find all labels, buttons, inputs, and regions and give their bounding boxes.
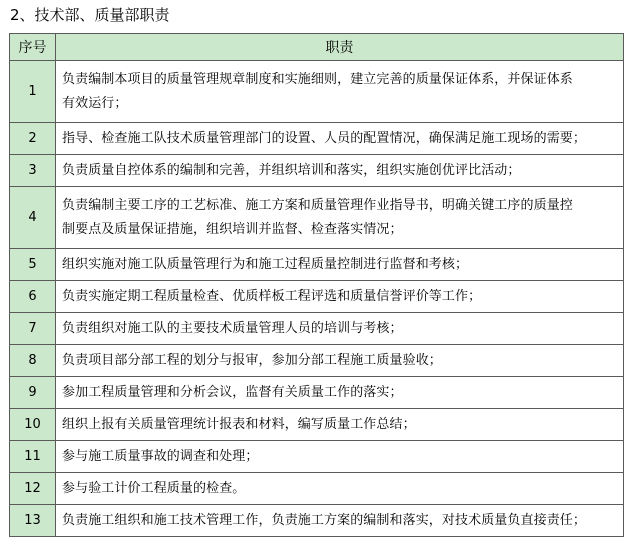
duty-line: 负责编制本项目的质量管理规章制度和实施细则，建立完善的质量保证体系，并保证体系 — [62, 71, 573, 87]
row-number: 3 — [10, 155, 56, 187]
row-number: 1 — [10, 61, 56, 123]
row-duty — [56, 345, 624, 377]
duty-line: 负责编制主要工序的工艺标准、施工方案和质量管理作业指导书，明确关键工序的质量控 — [62, 197, 573, 213]
row-duty — [56, 187, 624, 249]
duty-line: 制要点及质量保证措施，组织培训并监督、检查落实情况； — [62, 221, 403, 237]
duty-line: 组织实施对施工队质量管理行为和施工过程质量控制进行监督和考核； — [62, 256, 469, 272]
row-number: 11 — [10, 441, 56, 473]
row-number: 6 — [10, 281, 56, 313]
duty-line: 有效运行； — [62, 95, 128, 111]
row-number: 7 — [10, 313, 56, 345]
table-row — [10, 377, 624, 409]
duty-line: 负责实施定期工程质量检查、优质样板工程评选和质量信誉评价等工作； — [62, 288, 482, 304]
row-number: 2 — [10, 123, 56, 155]
duty-line: 参与施工质量事故的调查和处理； — [62, 448, 259, 464]
header-duty: 职责 — [56, 34, 624, 61]
duty-line: 负责施工组织和施工技术管理工作，负责施工方案的编制和落实，对技术质量负直接责任； — [62, 512, 587, 528]
table-row — [10, 249, 624, 281]
table-header-row — [10, 34, 624, 61]
table-row — [10, 155, 624, 187]
row-duty — [56, 123, 624, 155]
table-row — [10, 61, 624, 123]
duty-line: 指导、检查施工队技术质量管理部门的设置、人员的配置情况，确保满足施工现场的需要； — [62, 130, 587, 146]
table-row — [10, 409, 624, 441]
row-number: 13 — [10, 505, 56, 537]
row-number: 10 — [10, 409, 56, 441]
duty-line: 组织上报有关质量管理统计报表和材料，编写质量工作总结； — [62, 416, 416, 432]
row-duty — [56, 473, 624, 505]
duty-line: 负责项目部分部工程的划分与报审，参加分部工程施工质量验收； — [62, 352, 442, 368]
row-duty — [56, 281, 624, 313]
duty-line: 负责组织对施工队的主要技术质量管理人员的培训与考核； — [62, 320, 403, 336]
row-duty — [56, 249, 624, 281]
row-duty — [56, 409, 624, 441]
table-row — [10, 313, 624, 345]
row-number: 4 — [10, 187, 56, 249]
row-duty — [56, 505, 624, 537]
header-number: 序号 — [10, 34, 56, 61]
table-row — [10, 505, 624, 537]
duty-line: 参与验工计价工程质量的检查。 — [62, 480, 246, 496]
duties-table — [9, 33, 624, 537]
duty-line: 负责质量自控体系的编制和完善，并组织培训和落实，组织实施创优评比活动； — [62, 162, 521, 178]
table-row — [10, 345, 624, 377]
row-number: 8 — [10, 345, 56, 377]
row-number: 12 — [10, 473, 56, 505]
table-row — [10, 441, 624, 473]
table-row — [10, 473, 624, 505]
table-row — [10, 187, 624, 249]
section-title: 2、技术部、质量部职责 — [10, 6, 170, 24]
table-body — [10, 61, 624, 537]
duty-line: 参加工程质量管理和分析会议，监督有关质量工作的落实； — [62, 384, 403, 400]
row-duty — [56, 313, 624, 345]
row-duty — [56, 155, 624, 187]
row-number: 5 — [10, 249, 56, 281]
row-duty — [56, 61, 624, 123]
table-row — [10, 281, 624, 313]
row-duty — [56, 441, 624, 473]
row-number: 9 — [10, 377, 56, 409]
table-row — [10, 123, 624, 155]
row-duty — [56, 377, 624, 409]
